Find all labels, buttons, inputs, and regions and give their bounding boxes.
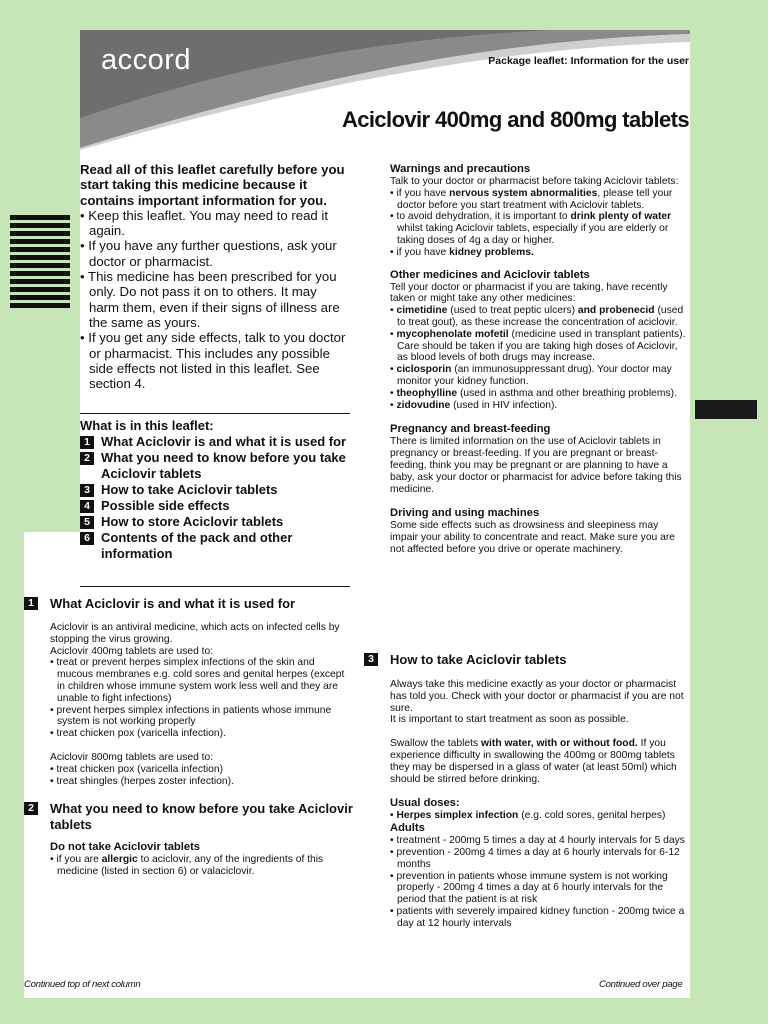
- paragraph: It is important to start treatment as soon as possible.: [390, 714, 629, 726]
- intro-bullet: • If you have any further questions, ask your doctor or pharmacist.: [80, 238, 337, 269]
- list-item: • treat shingles (herpes zoster infection).: [50, 775, 234, 787]
- text: •: [390, 364, 397, 376]
- text: (used in asthma and other breathing problems).: [457, 387, 677, 399]
- text-bold: allergic: [101, 854, 138, 865]
- paragraph: Talk to your doctor or pharmacist before taking Aciclovir tablets:: [390, 176, 679, 187]
- text-bold: kidney problems.: [449, 246, 534, 258]
- intro-box: [80, 162, 350, 391]
- list-item: [390, 388, 687, 400]
- list-item: • treatment - 200mg 5 times a day at 4 hourly intervals for 5 days: [390, 835, 685, 847]
- text: , please tell your doctor before you start treatment with Aciclovir tablets.: [397, 187, 673, 211]
- section-2-body: [50, 841, 350, 878]
- section-number: 2: [24, 802, 38, 815]
- section-title: How to take Aciclovir tablets: [390, 652, 567, 667]
- doses-list: [390, 835, 687, 929]
- list-item: [390, 211, 687, 246]
- text: •: [390, 399, 397, 411]
- section-2-heading: [24, 801, 354, 833]
- footer-continued-over-page: Continued over page: [599, 979, 683, 990]
- edge-mark: [695, 400, 757, 419]
- footer-continued-next-column: Continued top of next column: [24, 979, 141, 990]
- section-1-body: [50, 622, 350, 787]
- intro-bullets: [80, 208, 350, 392]
- text-bold: with water, with or without food.: [481, 738, 638, 750]
- toc-item: [80, 514, 350, 530]
- subheading: Usual doses:: [390, 797, 460, 810]
- uses-400-list: [50, 657, 350, 740]
- subheading: Adults: [390, 822, 425, 835]
- list-item: [390, 305, 687, 329]
- brand-logo: accord: [101, 44, 192, 76]
- text: (used to treat gout), as these increase the concentration of aciclovir.: [397, 305, 684, 328]
- toc-label: What Aciclovir is and what it is used for: [101, 434, 347, 449]
- right-column: [390, 163, 687, 556]
- text: (medicine used in transplant patients). Care should be taken if you are taking high doses of Aciclovir, as blood levels of both drugs may increase.: [397, 328, 686, 364]
- section-title: What Aciclovir is and what it is used for: [50, 596, 296, 611]
- paragraph: Always take this medicine exactly as your doctor or pharmacist has told you. Check with your doctor or pharmacist if you are not sure.: [390, 679, 684, 714]
- text: (an immunosuppressant drug). Your doctor may monitor your kidney function.: [397, 364, 672, 387]
- paragraph: Aciclovir 400mg tablets are used to:: [50, 645, 214, 657]
- toc-label: What you need to know before you take Aciclovir tablets: [101, 450, 346, 481]
- section-number: 1: [24, 597, 38, 610]
- paragraph: [390, 738, 687, 785]
- subheading: Other medicines and Aciclovir tablets: [390, 268, 590, 281]
- toc-label: How to take Aciclovir tablets: [101, 482, 278, 497]
- section-number: 3: [364, 653, 378, 666]
- list-item: • prevention - 200mg 4 times a day at 6 hourly intervals for 6-12 months: [390, 846, 680, 870]
- list-item: • prevent herpes simplex infections in patients whose immune system is not working properly: [50, 704, 332, 728]
- toc-label: Contents of the pack and other information: [101, 530, 293, 561]
- toc-item: [80, 530, 350, 562]
- text-bold: nervous system abnormalities: [449, 187, 598, 199]
- text-bold: cimetidine: [396, 305, 448, 317]
- list-item: [50, 854, 350, 878]
- text: (e.g. cold sores, genital herpes): [518, 810, 666, 822]
- list-item: [390, 188, 687, 212]
- text: (used in HIV infection).: [450, 399, 558, 411]
- leaflet-tag: Package leaflet: Information for the user: [488, 55, 689, 67]
- text: If you experience difficulty in swallowing the 400mg or 800mg tablets they may be dispersed in a glass of water (at least 50ml) which should be stirred before drinking.: [390, 738, 677, 785]
- paragraph: There is limited information on the use of Aciclovir tablets in pregnancy or breast-feeding. If you are pregnant or breast-feeding, think you may be pregnant or are planning to have a baby, ask your doctor or pharmacist for advice before taking this medicine.: [390, 436, 682, 495]
- section-number: 3: [80, 484, 94, 497]
- subheading: Do not take Aciclovir tablets: [50, 841, 201, 853]
- text: • if you have: [390, 246, 450, 258]
- text-bold: mycophenolate mofetil: [396, 328, 509, 340]
- subheading: Driving and using machines: [390, 507, 540, 520]
- divider: [80, 586, 350, 587]
- text-bold: and probenecid: [577, 305, 655, 317]
- text: whilst taking Aciclovir tablets, especially if you are elderly or taking doses of 4g a day or higher.: [397, 223, 669, 246]
- list-item: [390, 364, 687, 388]
- text-bold: drink plenty of water: [570, 211, 672, 223]
- text: •: [390, 387, 397, 399]
- text: • if you have: [390, 187, 450, 199]
- text-bold: ciclosporin: [396, 364, 452, 376]
- section-title: What you need to know before you take Aciclovir tablets: [50, 801, 353, 832]
- uses-800-list: [50, 764, 350, 788]
- section-number: 5: [80, 516, 94, 529]
- text: Swallow the tablets: [390, 738, 482, 750]
- section-number: 2: [80, 452, 94, 465]
- list-item: [390, 329, 687, 364]
- text: •: [390, 328, 397, 340]
- section-number: 1: [80, 436, 94, 449]
- list-item: [390, 247, 687, 259]
- text-bold: theophylline: [396, 387, 458, 399]
- section-number: 6: [80, 532, 94, 545]
- pharma-barcode: [10, 215, 70, 311]
- divider: [80, 413, 350, 414]
- toc-heading: What is in this leaflet:: [80, 418, 214, 433]
- text: • to avoid dehydration, it is important to: [390, 211, 571, 223]
- list-item: • treat chicken pox (varicella infection).: [50, 728, 226, 740]
- text: (used to treat peptic ulcers): [447, 305, 578, 317]
- toc-item: [80, 498, 350, 514]
- toc-item: [80, 434, 350, 450]
- text: to aciclovir, any of the ingredients of this medicine (listed in section 6) or valaciclovir.: [57, 854, 324, 877]
- paragraph: Some side effects such as drowsiness and sleepiness may impair your ability to concentrate and react. Make sure you are not affected before you drive or operate machinery.: [390, 520, 676, 555]
- paragraph: Aciclovir is an antiviral medicine, which acts on infected cells by stopping the virus growing.: [50, 622, 340, 645]
- toc-label: Possible side effects: [101, 498, 230, 513]
- section-3-body: [390, 679, 687, 930]
- section-1-heading: [24, 596, 354, 612]
- text-bold: Herpes simplex infection: [396, 810, 519, 822]
- paragraph: Tell your doctor or pharmacist if you are taking, have recently taken or might take any other medicines:: [390, 281, 668, 305]
- intro-bullet: • This medicine has been prescribed for you only. Do not pass it on to others. It may harm them, even if their signs of illness are the same as yours.: [80, 269, 340, 330]
- list-item: • treat chicken pox (varicella infection): [50, 763, 224, 775]
- list-item: • treat or prevent herpes simplex infections of the skin and mucous membranes e.g. cold sores and genital herpes (except in children whose immune system work less well and they are unable to fight infections): [50, 657, 345, 704]
- section-number: 4: [80, 500, 94, 513]
- section-3-heading: [364, 652, 690, 668]
- toc-item: [80, 482, 350, 498]
- interactions-list: [390, 305, 687, 411]
- list-item: • patients with severely impaired kidney function - 200mg twice a day at 12 hourly intervals: [390, 905, 685, 929]
- toc-item: [80, 450, 350, 482]
- paragraph: Aciclovir 800mg tablets are used to:: [50, 751, 214, 763]
- toc-label: How to store Aciclovir tablets: [101, 514, 284, 529]
- text: •: [390, 305, 397, 317]
- list-item: [390, 400, 687, 412]
- intro-lead: Read all of this leaflet carefully before you start taking this medicine because it contains important information for you.: [80, 162, 345, 208]
- list-item: • prevention in patients whose immune system is not working properly - 200mg 4 times a day at 6 hourly intervals for the period that the patient is at risk: [390, 870, 668, 906]
- text: •: [390, 810, 397, 822]
- subheading: Warnings and precautions: [390, 163, 531, 175]
- list-item: [390, 810, 687, 822]
- table-of-contents: [80, 418, 350, 562]
- intro-bullet: • Keep this leaflet. You may need to read it again.: [80, 207, 329, 239]
- warnings-list: [390, 188, 687, 259]
- text: • if you are: [50, 854, 102, 865]
- subheading: Pregnancy and breast-feeding: [390, 423, 551, 436]
- text-bold: zidovudine: [396, 399, 451, 411]
- intro-bullet: • If you get any side effects, talk to you doctor or pharmacist. This includes any possible side effects not listed in this leaflet. See section 4.: [80, 330, 346, 392]
- page-title: Aciclovir 400mg and 800mg tablets: [341, 107, 689, 132]
